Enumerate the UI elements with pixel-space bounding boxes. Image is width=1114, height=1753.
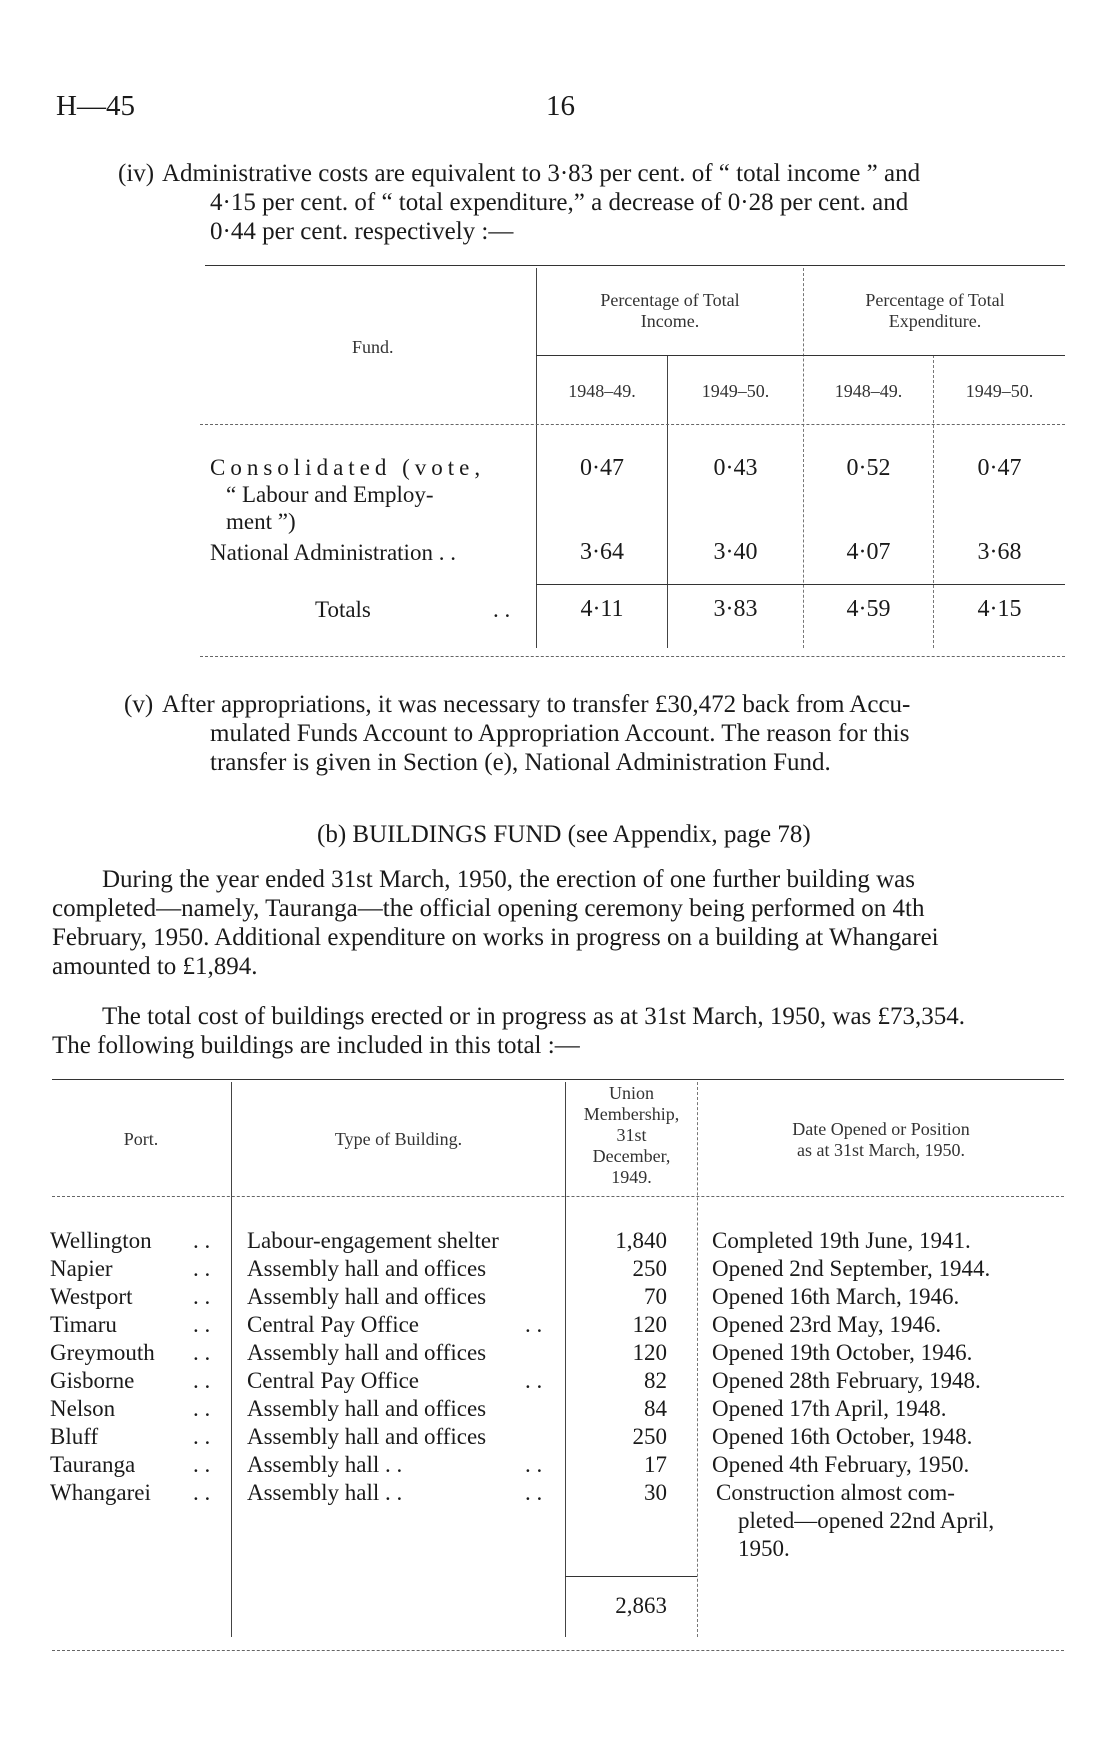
table2-membership: 70 xyxy=(644,1284,667,1309)
table2-membership: 30 xyxy=(644,1480,667,1505)
table2-type-dots: . . xyxy=(525,1312,543,1337)
table2-date: Construction almost com- xyxy=(716,1480,955,1505)
table2-date: Opened 2nd September, 1944. xyxy=(712,1256,991,1281)
table1-year-income-1948: 1948–49. xyxy=(568,381,636,401)
table2-port-dots: . . xyxy=(193,1452,211,1477)
table2-date: Opened 28th February, 1948. xyxy=(712,1368,981,1393)
table1-total-value: 4·15 xyxy=(977,596,1022,622)
table2-building-type: Assembly hall . . xyxy=(247,1452,403,1477)
table1-totals-dots: . . xyxy=(493,597,511,622)
table1-value: 4·07 xyxy=(846,539,891,565)
table2-header-rule xyxy=(52,1196,1064,1197)
table1-total-value: 3·83 xyxy=(713,596,758,622)
table2-top-rule xyxy=(52,1079,1064,1080)
table2-port-dots: . . xyxy=(193,1284,211,1309)
table2-building-type: Assembly hall and offices xyxy=(247,1424,487,1449)
buildings-para-line-2: completed—namely, Tauranga—the official opening ceremony being performed on 4th xyxy=(52,895,925,922)
table2-total-rule xyxy=(565,1576,697,1577)
table2-building-type: Assembly hall and offices xyxy=(247,1340,487,1365)
table2-total-membership: 2,863 xyxy=(615,1593,667,1618)
table2-port: Bluff xyxy=(50,1424,99,1449)
para-v-line-1: After appropriations, it was necessary to transfer £30,472 back from Accu- xyxy=(162,691,911,718)
table2-port-dots: . . xyxy=(193,1368,211,1393)
table2-membership-header: Union Membership, 31st December, 1949. xyxy=(583,1083,680,1187)
table2-date-header: Date Opened or Position as at 31st March, 1950. xyxy=(792,1119,970,1160)
table2-membership: 250 xyxy=(632,1256,667,1281)
table2-date: Opened 4th February, 1950. xyxy=(712,1452,970,1477)
table1-value: 3·64 xyxy=(580,539,624,565)
table1-bottom-rule xyxy=(200,656,1065,657)
page-number: 16 xyxy=(546,90,575,122)
table2-membership: 120 xyxy=(632,1340,667,1365)
para-iv-line-3: 0·44 per cent. respectively :— xyxy=(210,218,514,245)
table1-value: 0·47 xyxy=(977,455,1022,481)
table2-date-cont: 1950. xyxy=(738,1536,790,1561)
buildings-para-line-3: February, 1950. Additional expenditure on works in progress on a building at Whangarei xyxy=(52,924,939,951)
table2-divider xyxy=(697,1082,698,1637)
table2-type-dots: . . xyxy=(525,1368,543,1393)
table1-value: 3·40 xyxy=(713,539,758,565)
table1-fund-national-administration: National Administration . . xyxy=(210,540,456,565)
table2-type-dots: . . xyxy=(525,1480,543,1505)
table2-type-header: Type of Building. xyxy=(334,1129,463,1149)
table1-total-value: 4·11 xyxy=(580,596,624,622)
table1-value: 0·43 xyxy=(713,455,758,481)
table2-building-type: Central Pay Office xyxy=(247,1368,420,1393)
table1-fund-consolidated-cont: ment ”) xyxy=(226,509,296,534)
table2-type-dots: . . xyxy=(525,1452,543,1477)
table1-value: 0·52 xyxy=(846,455,891,481)
table2-building-type: Assembly hall and offices xyxy=(247,1396,487,1421)
table2-membership: 120 xyxy=(632,1312,667,1337)
table2-port: Wellington xyxy=(50,1228,152,1253)
table1-year-expenditure-1949: 1949–50. xyxy=(965,381,1034,401)
table2-port-dots: . . xyxy=(193,1256,211,1281)
table2-membership: 17 xyxy=(644,1452,667,1477)
table1-totals-label: Totals xyxy=(315,597,371,622)
table2-building-type: Assembly hall and offices xyxy=(247,1284,487,1309)
table2-bottom-rule xyxy=(52,1650,1064,1651)
total-cost-line-1: The total cost of buildings erected or in progress as at 31st March, 1950, was £73,354. xyxy=(102,1003,966,1030)
table2-date: Opened 16th March, 1946. xyxy=(712,1284,960,1309)
table1-header-rule xyxy=(200,424,1065,425)
para-iv-marker: (iv) xyxy=(118,160,155,187)
para-v-marker: (v) xyxy=(124,691,154,718)
table2-membership: 1,840 xyxy=(615,1228,667,1253)
total-cost-line-2: The following buildings are included in this total :— xyxy=(52,1032,580,1059)
table2-port-dots: . . xyxy=(193,1312,211,1337)
section-heading: (b) BUILDINGS FUND (see Appendix, page 78) xyxy=(317,821,811,848)
table1-income-header: Percentage of Total Income. xyxy=(600,290,740,331)
table2-building-type: Assembly hall and offices xyxy=(247,1256,487,1281)
table1-fund-consolidated: Consolidated (vote, xyxy=(210,455,486,480)
table1-top-rule xyxy=(205,265,1065,266)
table2-port: Napier xyxy=(50,1256,113,1281)
para-iv-line-2: 4·15 per cent. of “ total expenditure,” a decrease of 0·28 per cent. and xyxy=(210,189,909,216)
table2-port: Whangarei xyxy=(50,1480,151,1505)
table2-port: Gisborne xyxy=(50,1368,135,1393)
table2-port: Timaru xyxy=(50,1312,117,1337)
buildings-para-line-1: During the year ended 31st March, 1950, the erection of one further building was xyxy=(102,866,915,893)
table2-port-dots: . . xyxy=(193,1480,211,1505)
table2-port: Westport xyxy=(50,1284,133,1309)
table2-port: Greymouth xyxy=(50,1340,155,1365)
table1-totals-rule xyxy=(536,584,1065,585)
table1-year-income-1949: 1949–50. xyxy=(701,381,770,401)
table2-port: Tauranga xyxy=(50,1452,136,1477)
table2-building-type: Central Pay Office xyxy=(247,1312,420,1337)
buildings-para-line-4: amounted to £1,894. xyxy=(52,953,258,980)
para-iv-line-1: Administrative costs are equivalent to 3·83 per cent. of “ total income ” and xyxy=(162,160,921,187)
table2-port-dots: . . xyxy=(193,1396,211,1421)
table2-building-type: Assembly hall . . xyxy=(247,1480,403,1505)
table2-membership: 250 xyxy=(632,1424,667,1449)
table2-divider xyxy=(231,1082,232,1637)
table1-fund-header: Fund. xyxy=(352,337,394,357)
table2-membership: 84 xyxy=(644,1396,667,1421)
table2-date: Opened 16th October, 1948. xyxy=(712,1424,973,1449)
table1-year-expenditure-1948: 1948–49. xyxy=(834,381,903,401)
table1-year-rule xyxy=(536,355,1065,356)
table2-date: Opened 19th October, 1946. xyxy=(712,1340,973,1365)
table1-value: 0·47 xyxy=(580,455,624,481)
table2-date-cont: pleted—opened 22nd April, xyxy=(738,1508,995,1533)
para-v-line-3: transfer is given in Section (e), National Administration Fund. xyxy=(210,749,831,776)
table2-date: Opened 23rd May, 1946. xyxy=(712,1312,942,1337)
para-v-line-2: mulated Funds Account to Appropriation Account. The reason for this xyxy=(210,720,910,747)
table2-port: Nelson xyxy=(50,1396,116,1421)
table1-expenditure-header: Percentage of Total Expenditure. xyxy=(865,290,1005,331)
table2-building-type: Labour-engagement shelter xyxy=(247,1228,499,1253)
table1-value: 3·68 xyxy=(977,539,1022,565)
table2-port-dots: . . xyxy=(193,1228,211,1253)
table1-total-value: 4·59 xyxy=(846,596,891,622)
table2-date: Completed 19th June, 1941. xyxy=(712,1228,971,1253)
table2-port-dots: . . xyxy=(193,1340,211,1365)
table1-fund-consolidated-cont: “ Labour and Employ- xyxy=(226,482,434,507)
table2-date: Opened 17th April, 1948. xyxy=(712,1396,947,1421)
table2-membership: 82 xyxy=(644,1368,667,1393)
document-reference: H—45 xyxy=(56,90,135,122)
table2-port-header: Port. xyxy=(123,1129,159,1149)
table2-port-dots: . . xyxy=(193,1424,211,1449)
